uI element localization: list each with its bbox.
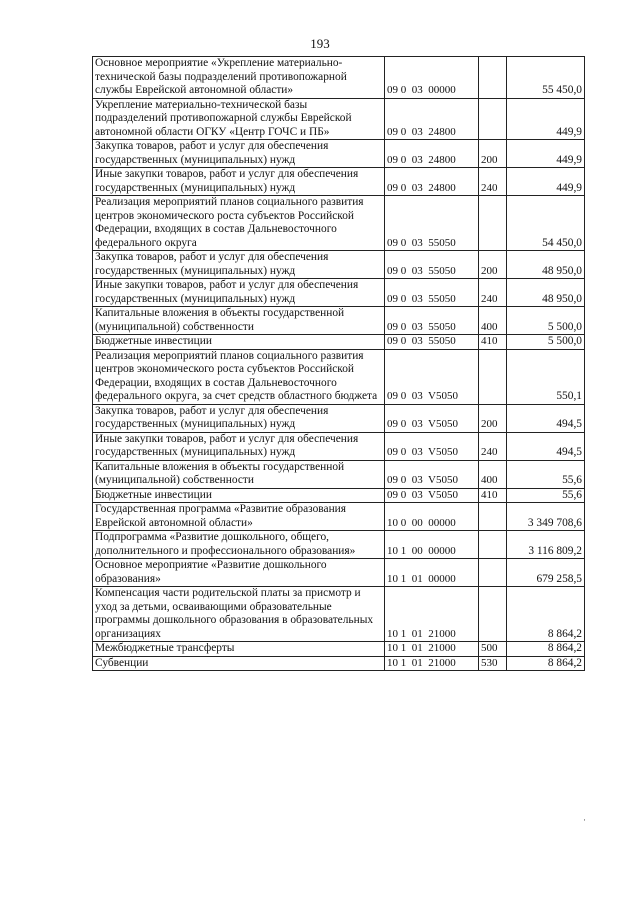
- row-code: 09 0 03 55050: [385, 335, 479, 350]
- row-expense-type: 240: [479, 432, 507, 460]
- row-sum: 8 864,2: [507, 656, 585, 671]
- row-name: Государственная программа «Развитие образования Еврейской автономной области»: [93, 503, 385, 531]
- row-expense-type: [479, 57, 507, 99]
- row-expense-type: 410: [479, 488, 507, 503]
- row-code: 09 0 03 V5050: [385, 349, 479, 404]
- row-sum: 5 500,0: [507, 307, 585, 335]
- row-name: Иные закупки товаров, работ и услуг для обеспечения государственных (муниципальных) нужд: [93, 168, 385, 196]
- row-code: 10 1 00 00000: [385, 531, 479, 559]
- row-code: 09 0 03 55050: [385, 196, 479, 251]
- table-row: [93, 488, 585, 503]
- row-expense-type: [479, 196, 507, 251]
- row-code: 10 1 01 21000: [385, 656, 479, 671]
- row-name: Основное мероприятие «Укрепление материально-технической базы подразделений противопожарной службы Еврейской автономной области»: [93, 57, 385, 99]
- row-code: 10 1 01 00000: [385, 559, 479, 587]
- row-sum: 3 116 809,2: [507, 531, 585, 559]
- row-code: 09 0 03 00000: [385, 57, 479, 99]
- table-row: [93, 349, 585, 404]
- row-sum: 8 864,2: [507, 587, 585, 642]
- row-expense-type: 400: [479, 460, 507, 488]
- row-sum: 494,5: [507, 404, 585, 432]
- row-code: 10 1 01 21000: [385, 642, 479, 657]
- table-row: [93, 168, 585, 196]
- row-name: Закупка товаров, работ и услуг для обеспечения государственных (муниципальных) нужд: [93, 404, 385, 432]
- table-row: [93, 531, 585, 559]
- table-row: [93, 307, 585, 335]
- row-sum: 55,6: [507, 488, 585, 503]
- row-name: Укрепление материально-технической базы подразделений противопожарной службы Еврейской автономной области ОГКУ «Центр ГОЧС и ПБ»: [93, 98, 385, 140]
- table-row: [93, 404, 585, 432]
- table-row: [93, 503, 585, 531]
- row-sum: 5 500,0: [507, 335, 585, 350]
- row-code: 09 0 03 55050: [385, 307, 479, 335]
- row-name: Субвенции: [93, 656, 385, 671]
- row-code: 10 0 00 00000: [385, 503, 479, 531]
- row-expense-type: [479, 349, 507, 404]
- row-expense-type: [479, 98, 507, 140]
- row-code: 09 0 03 55050: [385, 279, 479, 307]
- row-expense-type: [479, 559, 507, 587]
- table-row: [93, 587, 585, 642]
- row-sum: 550,1: [507, 349, 585, 404]
- scan-dot: ·: [583, 815, 586, 825]
- row-expense-type: 410: [479, 335, 507, 350]
- row-code: 09 0 03 V5050: [385, 460, 479, 488]
- row-sum: 679 258,5: [507, 559, 585, 587]
- row-sum: 54 450,0: [507, 196, 585, 251]
- row-name: Капитальные вложения в объекты государственной (муниципальной) собственности: [93, 307, 385, 335]
- row-expense-type: 200: [479, 251, 507, 279]
- row-sum: 449,9: [507, 168, 585, 196]
- row-code: 09 0 03 V5050: [385, 488, 479, 503]
- row-sum: 449,9: [507, 140, 585, 168]
- table-row: [93, 460, 585, 488]
- row-expense-type: 240: [479, 168, 507, 196]
- row-name: Компенсация части родительской платы за присмотр и уход за детьми, осваивающими образовательные программы дошкольного образования в образовательных организациях: [93, 587, 385, 642]
- row-name: Реализация мероприятий планов социального развития центров экономического роста субъектов Российской Федерации, входящих в состав Дальневосточного федерального округа: [93, 196, 385, 251]
- row-code: 09 0 03 V5050: [385, 404, 479, 432]
- budget-table: [92, 56, 585, 671]
- row-code: 09 0 03 24800: [385, 168, 479, 196]
- row-expense-type: 500: [479, 642, 507, 657]
- row-name: Бюджетные инвестиции: [93, 335, 385, 350]
- row-name: Закупка товаров, работ и услуг для обеспечения государственных (муниципальных) нужд: [93, 140, 385, 168]
- row-name: Бюджетные инвестиции: [93, 488, 385, 503]
- row-name: Иные закупки товаров, работ и услуг для обеспечения государственных (муниципальных) нужд: [93, 279, 385, 307]
- row-expense-type: 200: [479, 140, 507, 168]
- row-sum: 3 349 708,6: [507, 503, 585, 531]
- row-code: 10 1 01 21000: [385, 587, 479, 642]
- table-row: [93, 656, 585, 671]
- budget-table-body: [93, 57, 585, 671]
- row-expense-type: [479, 531, 507, 559]
- row-expense-type: 530: [479, 656, 507, 671]
- page-number: 193: [310, 36, 330, 51]
- row-sum: 55 450,0: [507, 57, 585, 99]
- table-row: [93, 559, 585, 587]
- row-expense-type: 400: [479, 307, 507, 335]
- table-row: [93, 642, 585, 657]
- row-sum: 48 950,0: [507, 279, 585, 307]
- table-row: [93, 251, 585, 279]
- row-code: 09 0 03 24800: [385, 98, 479, 140]
- table-row: [93, 140, 585, 168]
- row-sum: 55,6: [507, 460, 585, 488]
- table-row: [93, 196, 585, 251]
- row-code: 09 0 03 24800: [385, 140, 479, 168]
- row-code: 09 0 03 55050: [385, 251, 479, 279]
- row-expense-type: [479, 587, 507, 642]
- row-sum: 48 950,0: [507, 251, 585, 279]
- row-name: Подпрограмма «Развитие дошкольного, общего, дополнительного и профессионального образования»: [93, 531, 385, 559]
- row-sum: 494,5: [507, 432, 585, 460]
- row-code: 09 0 03 V5050: [385, 432, 479, 460]
- row-sum: 449,9: [507, 98, 585, 140]
- table-row: [93, 432, 585, 460]
- row-expense-type: 200: [479, 404, 507, 432]
- row-name: Закупка товаров, работ и услуг для обеспечения государственных (муниципальных) нужд: [93, 251, 385, 279]
- row-name: Реализация мероприятий планов социального развития центров экономического роста субъектов Российской Федерации, входящих в состав Дальневосточного федерального округа, за счет средств областного бюджета: [93, 349, 385, 404]
- row-sum: 8 864,2: [507, 642, 585, 657]
- row-expense-type: 240: [479, 279, 507, 307]
- row-name: Межбюджетные трансферты: [93, 642, 385, 657]
- row-name: Капитальные вложения в объекты государственной (муниципальной) собственности: [93, 460, 385, 488]
- table-row: [93, 98, 585, 140]
- table-row: [93, 57, 585, 99]
- row-name: Иные закупки товаров, работ и услуг для обеспечения государственных (муниципальных) нужд: [93, 432, 385, 460]
- row-name: Основное мероприятие «Развитие дошкольного образования»: [93, 559, 385, 587]
- table-row: [93, 279, 585, 307]
- table-row: [93, 335, 585, 350]
- row-expense-type: [479, 503, 507, 531]
